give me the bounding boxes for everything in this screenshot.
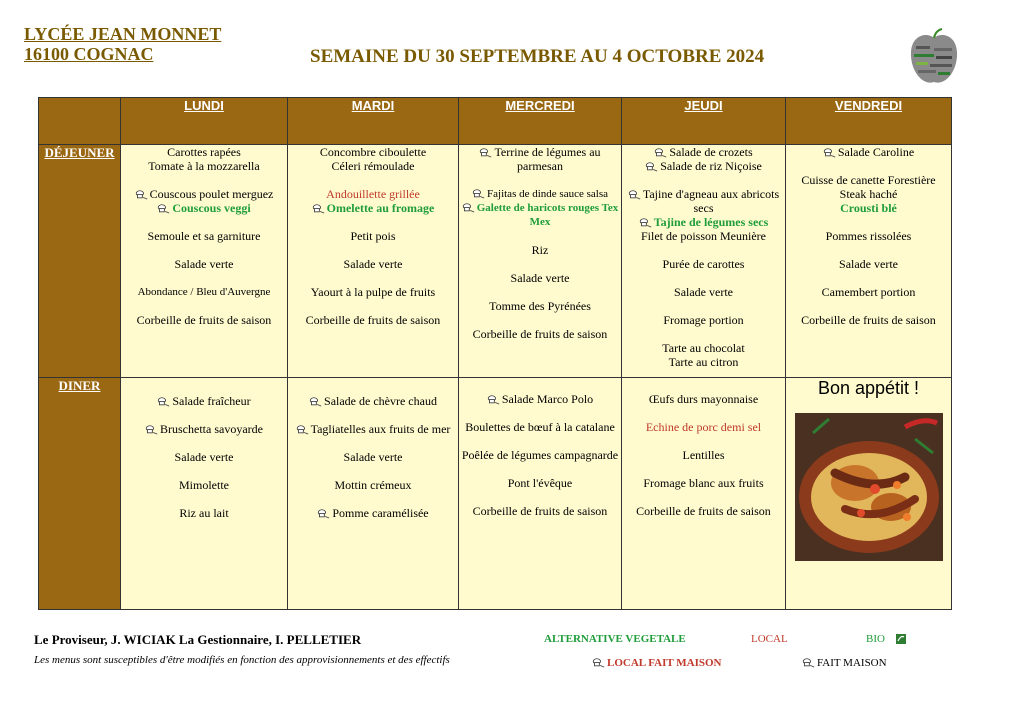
- dinner-vendredi: [786, 378, 952, 610]
- menu-item: Galette de haricots rouges Tex Mex: [459, 201, 621, 229]
- lunch-mercredi: [459, 145, 622, 378]
- chef-hat-icon: [802, 658, 815, 668]
- day-header-lundi: LUNDI: [121, 98, 288, 145]
- chef-hat-icon: [309, 397, 322, 407]
- lunch-mardi: [288, 145, 459, 378]
- disclaimer-note: Les menus sont susceptibles d'être modifiés en fonction des approvisionnements et des effectifs: [34, 654, 450, 666]
- menu-item: Salade de crozets: [622, 145, 785, 159]
- menu-item: Boulettes de bœuf à la catalane: [465, 420, 615, 434]
- chef-hat-icon: [823, 148, 836, 158]
- chef-hat-icon: [645, 162, 658, 172]
- menu-item: Camembert portion: [821, 285, 916, 299]
- chef-hat-icon: [479, 148, 492, 158]
- menu-item: Corbeille de fruits de saison: [801, 313, 936, 327]
- menu-item: Tajine de légumes secs: [622, 215, 785, 229]
- dinner-lundi: [121, 378, 288, 610]
- menu-item: Salade verte: [343, 257, 403, 271]
- menu-item: Corbeille de fruits de saison: [136, 313, 272, 327]
- chef-hat-icon: [312, 204, 325, 214]
- legend-local: LOCAL: [751, 633, 788, 645]
- menu-item: Salade Caroline: [786, 145, 951, 159]
- menu-item: Corbeille de fruits de saison: [305, 313, 441, 327]
- menu-item: Salade verte: [174, 450, 234, 464]
- menu-item: Bruschetta savoyarde: [121, 422, 287, 436]
- menu-item: Salade verte: [510, 271, 570, 285]
- menu-item: Pont l'évêque: [507, 476, 573, 490]
- menu-item: Purée de carottes: [662, 257, 745, 271]
- chef-hat-icon: [639, 218, 652, 228]
- lunch-lundi: [121, 145, 288, 378]
- menu-item: Salade de chèvre chaud: [288, 394, 458, 408]
- chef-hat-icon: [487, 395, 500, 405]
- menu-item: Salade verte: [174, 257, 234, 271]
- menu-item: Couscous veggi: [121, 201, 287, 215]
- menu-item: Corbeille de fruits de saison: [472, 504, 608, 518]
- menu-item: Salade verte: [839, 257, 898, 271]
- chef-hat-icon: [628, 190, 641, 200]
- legend-vegetale: ALTERNATIVE VEGETALE: [544, 633, 686, 645]
- lunch-jeudi: [622, 145, 786, 378]
- menu-item: Andouillette grillée: [326, 187, 420, 201]
- school-header: [24, 24, 221, 64]
- menu-item: Fromage portion: [663, 313, 744, 327]
- chef-hat-icon: [145, 425, 158, 435]
- menu-item: Œufs durs mayonnaise: [648, 392, 759, 406]
- school-name: LYCÉE JEAN MONNET: [24, 24, 222, 44]
- menu-item: Couscous poulet merguez: [121, 187, 287, 201]
- chef-hat-icon: [462, 203, 475, 213]
- week-title: SEMAINE DU 30 SEPTEMBRE AU 4 OCTOBRE 2024: [310, 46, 765, 67]
- menu-item: Tarte au citron: [668, 355, 739, 369]
- dinner-mardi: [288, 378, 459, 610]
- menu-item: Tarte au chocolat: [662, 341, 745, 355]
- dinner-mercredi: [459, 378, 622, 610]
- menu-item: Pomme caramélisée: [288, 506, 458, 520]
- menu-item: Abondance / Bleu d'Auvergne: [137, 286, 271, 298]
- row-header-dinner: DINER: [39, 378, 121, 610]
- dinner-jeudi: [622, 378, 786, 610]
- chef-hat-icon: [654, 148, 667, 158]
- menu-item: Cuisse de canette Forestière: [801, 173, 936, 187]
- menu-item: Corbeille de fruits de saison: [636, 504, 771, 518]
- chef-hat-icon: [157, 397, 170, 407]
- menu-item: Lentilles: [682, 448, 725, 462]
- menu-item: Fajitas de dinde sauce salsa: [459, 187, 621, 201]
- menu-item: Corbeille de fruits de saison: [472, 327, 608, 341]
- menu-item: Fromage blanc aux fruits: [643, 476, 764, 490]
- menu-item: Pommes rissolées: [825, 229, 912, 243]
- menu-item: Mimolette: [179, 478, 229, 492]
- couscous-dish-image: [795, 413, 943, 561]
- menu-item: Mottin crémeux: [334, 478, 412, 492]
- menu-item: Yaourt à la pulpe de fruits: [310, 285, 436, 299]
- menu-item: Salade verte: [674, 285, 733, 299]
- menu-item: Riz au lait: [179, 506, 229, 520]
- chef-hat-icon: [296, 425, 309, 435]
- bio-leaf-icon: [896, 634, 906, 644]
- menu-item: Petit pois: [350, 229, 396, 243]
- menu-item: Concombre ciboulette: [319, 145, 427, 159]
- menu-item: Salade fraîcheur: [121, 394, 287, 408]
- day-header-mardi: MARDI: [288, 98, 459, 145]
- day-header-mercredi: MERCREDI: [459, 98, 622, 145]
- menu-item: Filet de poisson Meunière: [641, 229, 766, 243]
- chef-hat-icon: [157, 204, 170, 214]
- menu-item: Salade Marco Polo: [459, 392, 621, 406]
- menu-item: Semoule et sa garniture: [147, 229, 261, 243]
- menu-item: Céleri rémoulade: [331, 159, 415, 173]
- menu-item: Terrine de légumes au parmesan: [459, 145, 621, 173]
- day-header-jeudi: JEUDI: [622, 98, 786, 145]
- apple-logo-icon: [906, 28, 962, 88]
- row-header-lunch: DÉJEUNER: [39, 145, 121, 378]
- lunch-vendredi: [786, 145, 952, 378]
- menu-item: Salade de riz Niçoise: [622, 159, 785, 173]
- menu-item: Carottes rapées: [167, 145, 241, 159]
- bon-appetit-text: Bon appétit !: [817, 378, 920, 398]
- legend-bio: BIO: [866, 633, 906, 645]
- menu-item: Tomme des Pyrénées: [489, 299, 591, 313]
- legend-maison: FAIT MAISON: [802, 657, 887, 669]
- chef-hat-icon: [135, 190, 148, 200]
- chef-hat-icon: [317, 509, 330, 519]
- chef-hat-icon: [592, 658, 605, 668]
- menu-item: Omelette au fromage: [288, 201, 458, 215]
- menu-item: Tagliatelles aux fruits de mer: [288, 422, 458, 436]
- menu-item: Crousti blé: [840, 201, 897, 215]
- menu-item: Poêlée de légumes campagnarde: [461, 448, 619, 462]
- legend-local-maison: LOCAL FAIT MAISON: [592, 657, 722, 669]
- menu-item: Salade verte: [343, 450, 403, 464]
- school-city: 16100 COGNAC: [24, 44, 154, 64]
- menu-item: Tajine d'agneau aux abricots secs: [622, 187, 785, 215]
- menu-table: [38, 97, 952, 610]
- menu-item: Tomate à la mozzarella: [148, 159, 260, 173]
- signatures: Le Proviseur, J. WICIAK La Gestionnaire, I. PELLETIER: [34, 632, 362, 647]
- menu-item: Riz: [531, 243, 549, 257]
- menu-item: Steak haché: [839, 187, 898, 201]
- corner-cell: [39, 98, 121, 145]
- day-header-vendredi: VENDREDI: [786, 98, 952, 145]
- chef-hat-icon: [472, 189, 485, 199]
- menu-item: Echine de porc demi sel: [645, 420, 762, 434]
